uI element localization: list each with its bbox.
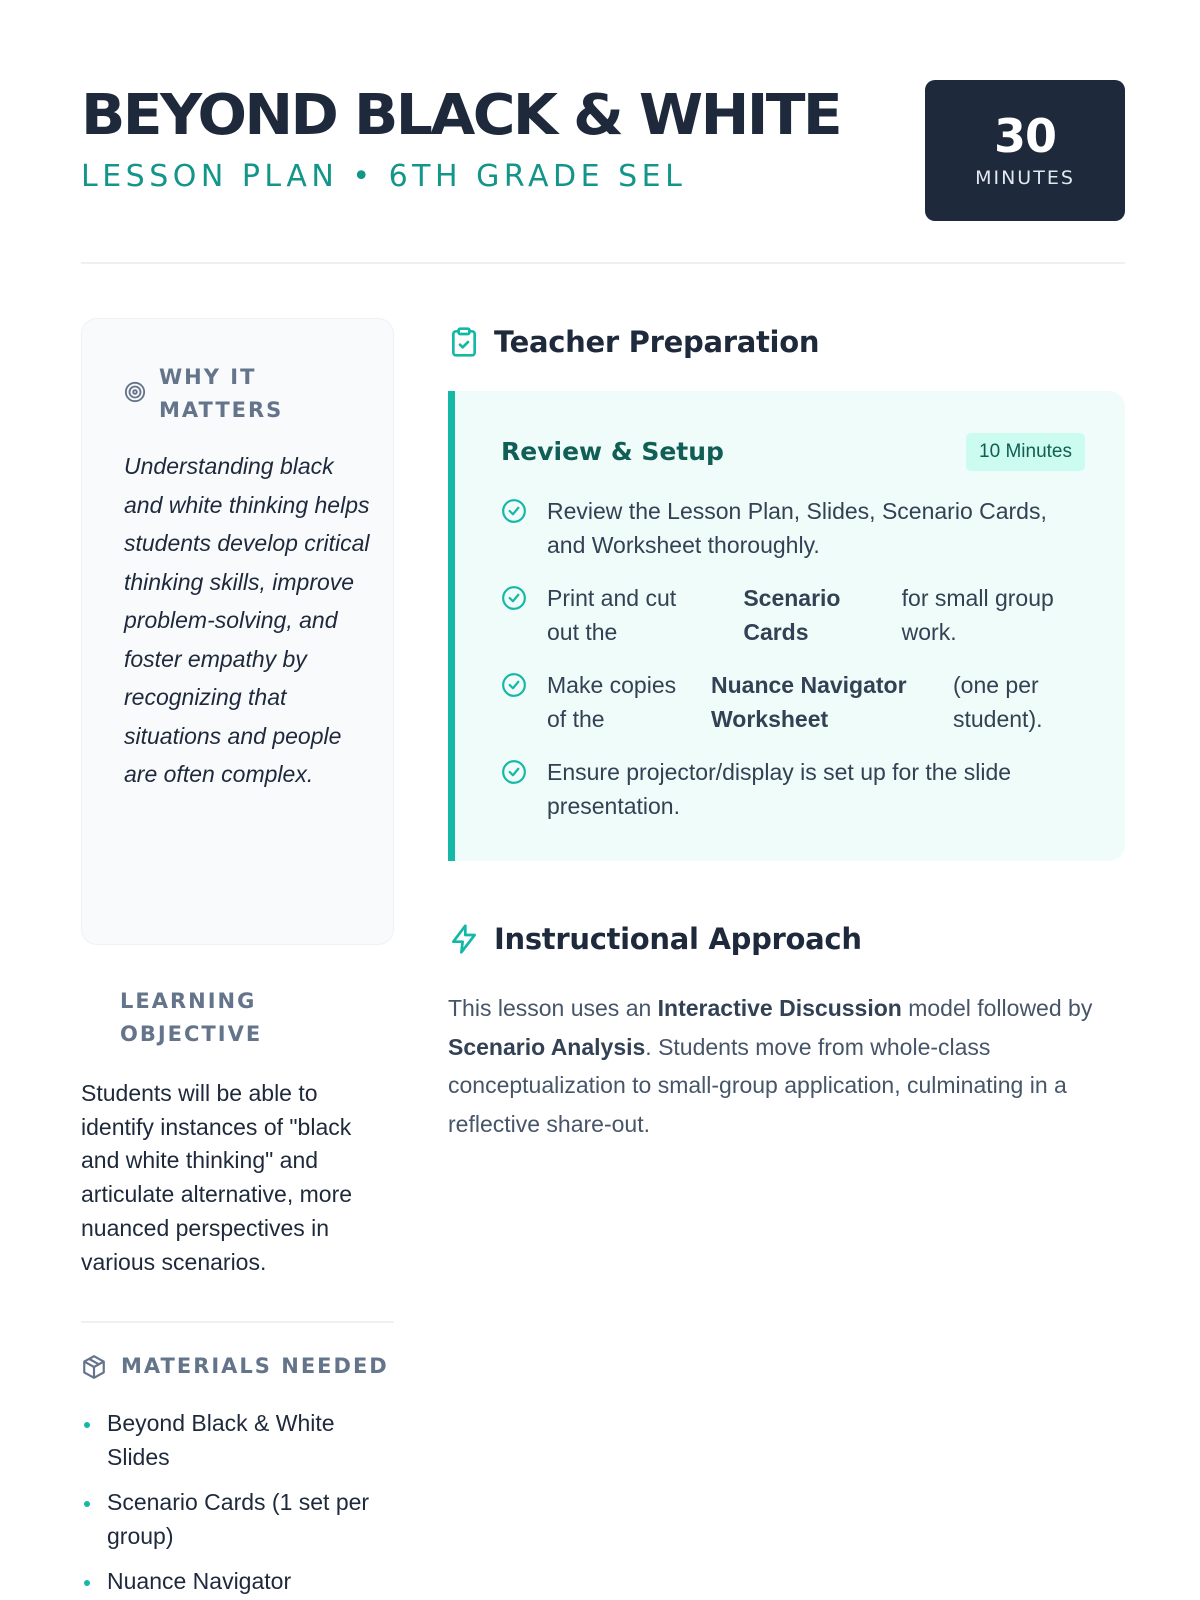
materials-item: Scenario Cards (1 set per group) bbox=[81, 1486, 394, 1553]
lesson-header bbox=[81, 80, 1125, 222]
header-divider bbox=[81, 262, 1125, 264]
duration-value: 30 bbox=[993, 109, 1056, 163]
check-circle-icon bbox=[501, 759, 527, 785]
why-it-matters-label: WHY IT MATTERS bbox=[159, 365, 284, 422]
duration-unit: MINUTES bbox=[975, 167, 1075, 189]
check-circle-icon bbox=[501, 672, 527, 698]
prep-checklist bbox=[501, 495, 1091, 843]
lesson-subtitle: LESSON PLAN • 6TH GRADE SEL bbox=[81, 159, 687, 194]
approach-bold-term: Interactive Discussion bbox=[657, 995, 902, 1021]
lesson-title: BEYOND BLACK & WHITE bbox=[81, 83, 841, 148]
approach-bold-term: Scenario Analysis bbox=[448, 1033, 646, 1060]
box-icon bbox=[81, 1354, 107, 1380]
duration-badge bbox=[925, 80, 1125, 221]
checklist-text: Ensure projector/display is set up for the slide presentation. bbox=[547, 759, 1012, 819]
review-setup-title: Review & Setup bbox=[501, 437, 724, 466]
checklist-bold: Nuance Navigator Worksheet bbox=[711, 672, 907, 732]
why-it-matters-card bbox=[81, 318, 394, 945]
materials-heading bbox=[81, 1350, 389, 1383]
instructional-approach-title: Instructional Approach bbox=[494, 922, 862, 956]
approach-text-part: . Students move from whole-class conceptualization to small-group application, culminating in a reflective share-out. bbox=[448, 1033, 1067, 1137]
materials-item: Nuance Navigator bbox=[81, 1565, 394, 1599]
checklist-text: (one per student). bbox=[953, 672, 1043, 732]
instructional-approach-heading bbox=[448, 922, 862, 956]
check-circle-icon bbox=[501, 585, 527, 611]
why-it-matters-text: Understanding black and white thinking helps students develop critical thinking skills, improve problem-solving, and foster empathy by recognizing that situations and people are often complex. bbox=[124, 453, 370, 787]
teacher-preparation-title: Teacher Preparation bbox=[494, 325, 820, 359]
instructional-approach-text bbox=[448, 989, 1125, 1143]
check-circle-icon bbox=[501, 498, 527, 524]
prep-duration-badge: 10 Minutes bbox=[966, 433, 1085, 471]
clipboard-check-icon bbox=[448, 326, 480, 358]
approach-text-part: This lesson uses an bbox=[448, 995, 658, 1021]
checklist-bold: Scenario Cards bbox=[743, 585, 841, 645]
materials-list bbox=[81, 1407, 394, 1600]
materials-label: MATERIALS NEEDED bbox=[121, 1354, 389, 1378]
checklist-item bbox=[501, 756, 1091, 823]
checklist-text: for small group work. bbox=[901, 585, 1054, 645]
lightning-icon bbox=[448, 923, 480, 955]
checklist-text: Make copies of the bbox=[547, 672, 677, 732]
why-it-matters-heading bbox=[124, 361, 309, 427]
learning-objective-text: Students will be able to identify instances of "black and white thinking" and articulate alternative, more nuanced perspectives in various scenarios. bbox=[81, 1080, 353, 1275]
teacher-preparation-heading bbox=[448, 325, 819, 359]
checklist-item bbox=[501, 582, 1091, 649]
checklist-item bbox=[501, 495, 1091, 562]
review-setup-card bbox=[448, 391, 1125, 861]
checklist-text: Review the Lesson Plan, Slides, Scenario Cards, and Worksheet thoroughly. bbox=[547, 498, 1047, 558]
approach-text-part: model followed by bbox=[901, 995, 1093, 1021]
materials-item: Beyond Black & White Slides bbox=[81, 1407, 394, 1474]
checklist-item bbox=[501, 669, 1091, 736]
objective-divider bbox=[81, 1321, 394, 1323]
checklist-text: Print and cut out the bbox=[547, 585, 677, 645]
learning-objective-heading: LEARNING OBJECTIVE bbox=[120, 989, 263, 1046]
target-icon bbox=[124, 381, 146, 403]
